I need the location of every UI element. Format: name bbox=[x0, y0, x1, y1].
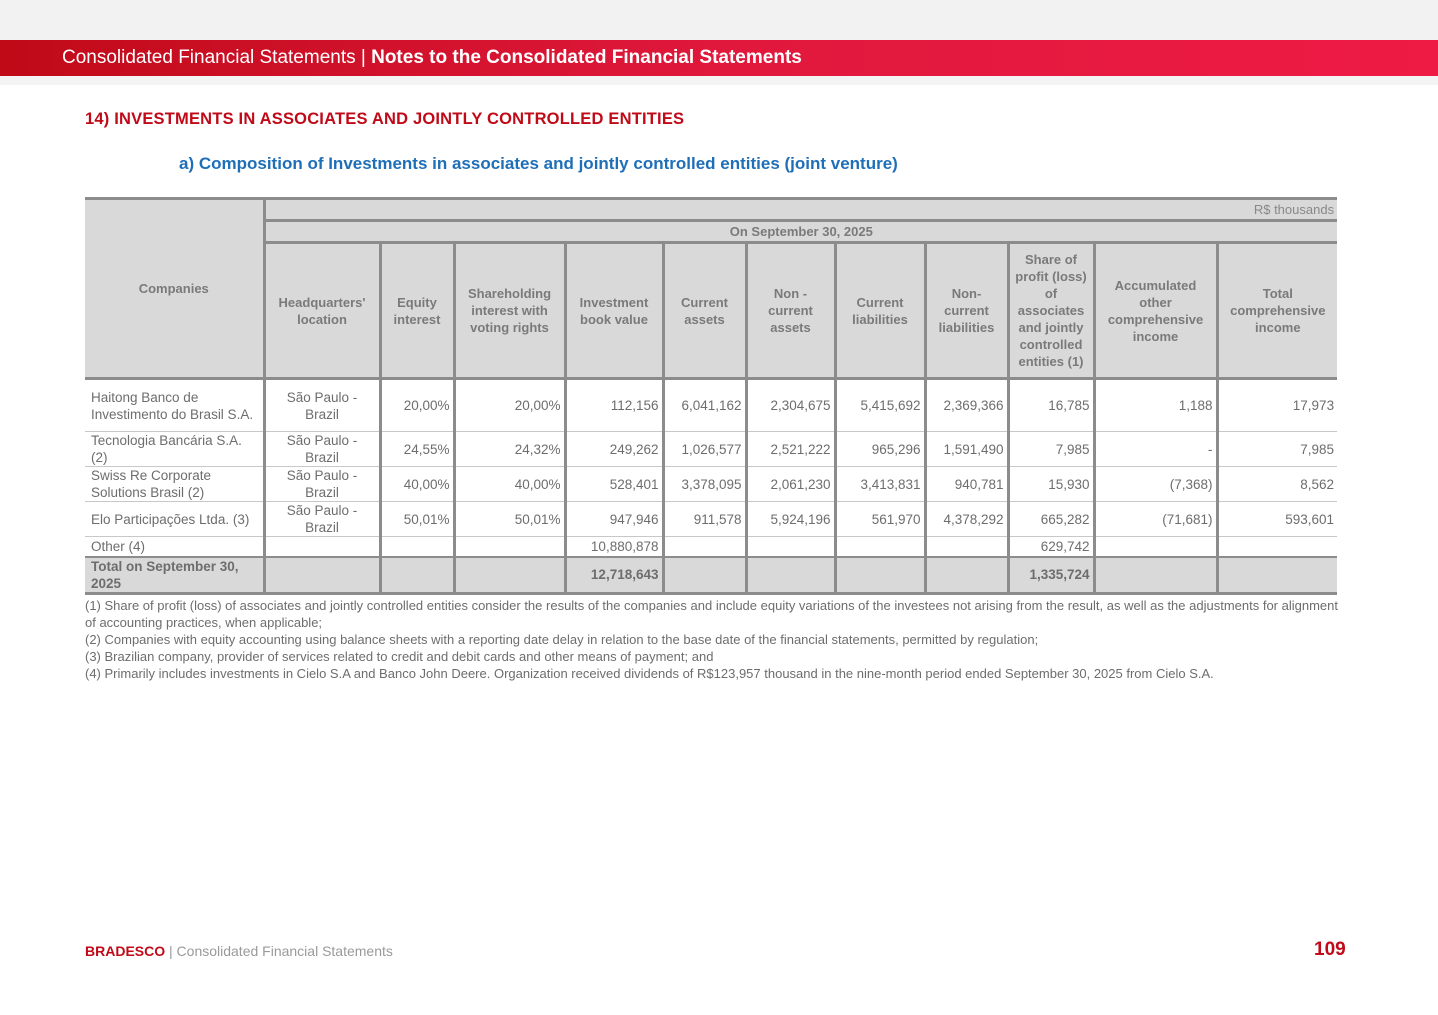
table-cell: 50,01% bbox=[380, 502, 454, 537]
col-header: Non-current liabilities bbox=[925, 243, 1008, 379]
table-cell: 20,00% bbox=[454, 379, 565, 432]
table-cell: 2,369,366 bbox=[925, 379, 1008, 432]
footer bbox=[85, 943, 393, 959]
table-cell: 50,01% bbox=[454, 502, 565, 537]
footer-brand: BRADESCO bbox=[85, 943, 166, 959]
total-cell bbox=[264, 557, 380, 594]
top-bar bbox=[0, 0, 1438, 40]
table-cell: 7,985 bbox=[1217, 432, 1337, 467]
total-cell: 1,335,724 bbox=[1008, 557, 1094, 594]
header-prefix: Consolidated Financial Statements | bbox=[62, 47, 366, 68]
col-header: Share of profit (loss) of associates and jointly controlled entities (1) bbox=[1008, 243, 1094, 379]
table-cell bbox=[746, 537, 835, 557]
total-row bbox=[85, 557, 1337, 594]
col-header: Total comprehensive income bbox=[1217, 243, 1337, 379]
table-cell: Other (4) bbox=[85, 537, 264, 557]
table-cell bbox=[454, 537, 565, 557]
table-cell: 947,946 bbox=[565, 502, 663, 537]
footer-text: | Consolidated Financial Statements bbox=[165, 943, 393, 959]
table-cell: 665,282 bbox=[1008, 502, 1094, 537]
table-cell: 561,970 bbox=[835, 502, 925, 537]
col-header: Current liabilities bbox=[835, 243, 925, 379]
table-cell: 1,591,490 bbox=[925, 432, 1008, 467]
table-cell bbox=[380, 537, 454, 557]
section-title: 14) INVESTMENTS IN ASSOCIATES AND JOINTLY CONTROLLED ENTITIES bbox=[85, 110, 685, 128]
table-row bbox=[85, 502, 1337, 537]
table-cell bbox=[835, 537, 925, 557]
table-cell bbox=[1217, 537, 1337, 557]
footnote: (4) Primarily includes investments in Cielo S.A and Banco John Deere. Organization received dividends of R$123,957 thousand in the nine-month period ended September 30, 2025 from Cielo S.A. bbox=[85, 665, 1214, 681]
table-cell: 593,601 bbox=[1217, 502, 1337, 537]
total-cell bbox=[663, 557, 746, 594]
table-cell: 20,00% bbox=[380, 379, 454, 432]
table-cell: 8,562 bbox=[1217, 467, 1337, 502]
table-cell: 911,578 bbox=[663, 502, 746, 537]
table-cell: - bbox=[1094, 432, 1217, 467]
table-cell: 40,00% bbox=[380, 467, 454, 502]
table-cell: São Paulo - Brazil bbox=[264, 467, 380, 502]
col-header: Current assets bbox=[663, 243, 746, 379]
table-cell: 629,742 bbox=[1008, 537, 1094, 557]
table-cell: 112,156 bbox=[565, 379, 663, 432]
total-cell: Total on September 30, 2025 bbox=[85, 557, 264, 594]
footnote: (3) Brazilian company, provider of services related to credit and debit cards and other means of payment; and bbox=[85, 648, 714, 664]
table-cell: 528,401 bbox=[565, 467, 663, 502]
table-cell: São Paulo - Brazil bbox=[264, 432, 380, 467]
col-header: Investment book value bbox=[565, 243, 663, 379]
table-cell bbox=[1094, 537, 1217, 557]
footnote: (2) Companies with equity accounting using balance sheets with a reporting date delay in relation to the base date of the financial statements, permitted by regulation; bbox=[85, 631, 1039, 647]
table-cell: São Paulo - Brazil bbox=[264, 379, 380, 432]
footnote: (1) Share of profit (loss) of associates and jointly controlled entities consider the results of the companies and include equity variations of the investees not arising from the result, as well as the adjustments for alignment of accounting practices, when applicable; bbox=[85, 597, 1338, 630]
table-cell: 249,262 bbox=[565, 432, 663, 467]
header-title: Notes to the Consolidated Financial Statements bbox=[371, 47, 802, 68]
table-cell bbox=[925, 537, 1008, 557]
table-cell: 17,973 bbox=[1217, 379, 1337, 432]
table-cell: 3,378,095 bbox=[663, 467, 746, 502]
table-cell bbox=[264, 537, 380, 557]
total-cell: 12,718,643 bbox=[565, 557, 663, 594]
table-cell: 7,985 bbox=[1008, 432, 1094, 467]
table-cell: Elo Participações Ltda. (3) bbox=[85, 502, 264, 537]
col-header: Equity interest bbox=[380, 243, 454, 379]
table-cell: São Paulo - Brazil bbox=[264, 502, 380, 537]
total-cell bbox=[925, 557, 1008, 594]
table-cell: 1,026,577 bbox=[663, 432, 746, 467]
table-cell: 5,924,196 bbox=[746, 502, 835, 537]
table-cell: (7,368) bbox=[1094, 467, 1217, 502]
table-row bbox=[85, 467, 1337, 502]
table-cell: 5,415,692 bbox=[835, 379, 925, 432]
table-cell: 1,188 bbox=[1094, 379, 1217, 432]
period-header: On September 30, 2025 bbox=[264, 221, 1337, 243]
table-cell: 10,880,878 bbox=[565, 537, 663, 557]
total-cell bbox=[835, 557, 925, 594]
table-cell: 16,785 bbox=[1008, 379, 1094, 432]
total-cell bbox=[1217, 557, 1337, 594]
table-cell bbox=[663, 537, 746, 557]
total-cell bbox=[746, 557, 835, 594]
investments-table bbox=[85, 197, 1337, 595]
table-cell: 4,378,292 bbox=[925, 502, 1008, 537]
col-header: Accumulated other comprehensive income bbox=[1094, 243, 1217, 379]
table-row bbox=[85, 537, 1337, 557]
table-row bbox=[85, 379, 1337, 432]
col-header: Companies bbox=[85, 199, 264, 379]
table-cell: 40,00% bbox=[454, 467, 565, 502]
col-header: Non - current assets bbox=[746, 243, 835, 379]
unit-label: R$ thousands bbox=[264, 199, 1337, 221]
table-cell: 2,304,675 bbox=[746, 379, 835, 432]
table-row bbox=[85, 432, 1337, 467]
table-cell: 3,413,831 bbox=[835, 467, 925, 502]
footnotes bbox=[85, 597, 1345, 682]
total-cell bbox=[380, 557, 454, 594]
table-cell: 940,781 bbox=[925, 467, 1008, 502]
table-cell: (71,681) bbox=[1094, 502, 1217, 537]
header-underline bbox=[0, 76, 1438, 85]
total-cell bbox=[454, 557, 565, 594]
table-cell: Swiss Re Corporate Solutions Brasil (2) bbox=[85, 467, 264, 502]
table-cell: 965,296 bbox=[835, 432, 925, 467]
header-band bbox=[0, 40, 1438, 76]
total-cell bbox=[1094, 557, 1217, 594]
table-cell: Haitong Banco de Investimento do Brasil S.A. bbox=[85, 379, 264, 432]
page-number: 109 bbox=[1314, 939, 1346, 960]
table-cell: 2,061,230 bbox=[746, 467, 835, 502]
table-cell: 6,041,162 bbox=[663, 379, 746, 432]
table-cell: Tecnologia Bancária S.A. (2) bbox=[85, 432, 264, 467]
table-cell: 24,32% bbox=[454, 432, 565, 467]
col-header: Shareholding interest with voting rights bbox=[454, 243, 565, 379]
table-cell: 2,521,222 bbox=[746, 432, 835, 467]
table-cell: 15,930 bbox=[1008, 467, 1094, 502]
col-header: Headquarters' location bbox=[264, 243, 380, 379]
table-cell: 24,55% bbox=[380, 432, 454, 467]
table-section bbox=[85, 197, 1345, 682]
subsection-title: a) Composition of Investments in associates and jointly controlled entities (joint venture) bbox=[179, 154, 898, 173]
